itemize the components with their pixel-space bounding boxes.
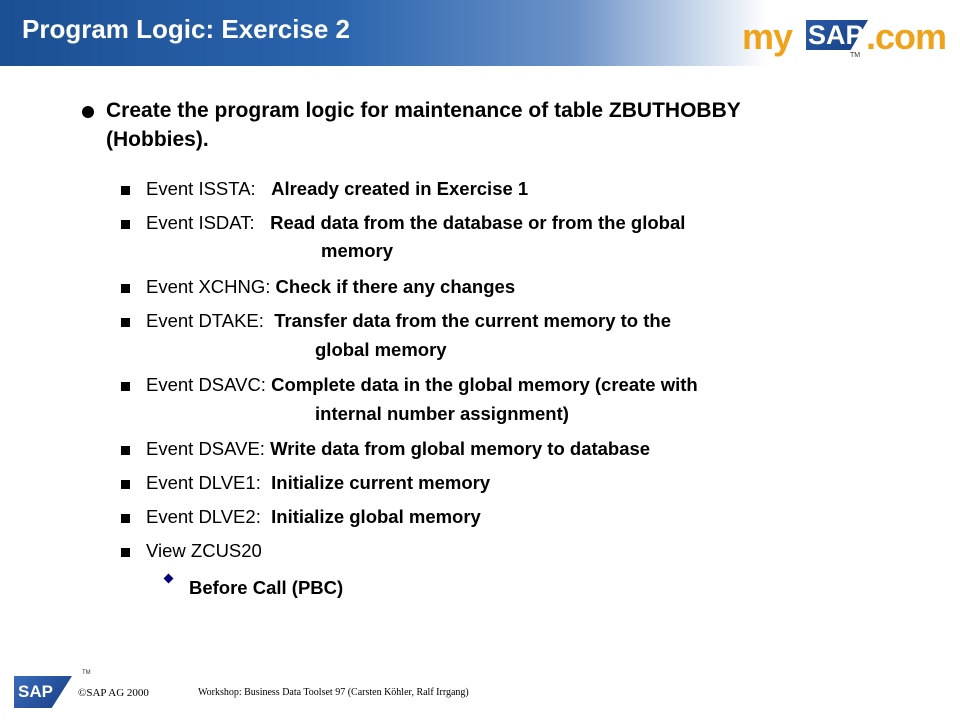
event-description: Check if there any changes [275,276,516,297]
footer-logo-text: SAP [18,682,53,701]
square-bullet-icon [121,186,130,195]
event-label: Event DTAKE: [146,310,264,331]
event-description-continued: global memory [315,339,447,360]
logo-com: .com [866,16,947,57]
main-bullet-text: Create the program logic for maintenance of table ZBUTHOBBY (Hobbies). [106,99,741,151]
logo-my: my [742,16,793,57]
list-item [146,210,685,236]
square-bullet-icon [121,220,130,229]
event-label: Event XCHNG: [146,276,271,297]
list-item [146,504,481,530]
event-label: Event ISSTA: [146,178,256,199]
event-label: Event DSAVE: [146,438,265,459]
list-item [146,274,515,300]
copyright-text: ©SAP AG 2000 [78,687,149,699]
event-label: Event DSAVC: [146,374,266,395]
list-item [146,470,490,496]
square-bullet-icon [121,548,130,557]
event-description-continued: memory [321,240,393,261]
event-label: Event DLVE1: [146,472,261,493]
event-description: Write data from global memory to database [270,438,651,459]
event-description: Already created in Exercise 1 [271,178,529,199]
footer-tm: TM [82,670,91,676]
list-item [146,176,528,202]
event-label: Event DLVE2: [146,506,261,527]
event-label: Event ISDAT: [146,212,255,233]
event-description: Read data from the database or from the global [270,212,686,233]
diamond-bullet-icon [164,574,174,584]
list-item [146,308,671,334]
event-description-continued: internal number assignment) [315,403,569,424]
square-bullet-icon [121,480,130,489]
sub-bullet-text: Before Call (PBC) [189,577,344,598]
main-bullet-icon [82,106,94,118]
event-description: Transfer data from the current memory to the [274,310,671,331]
list-item [146,538,262,564]
event-description: Complete data in the global memory (create with [271,374,698,395]
list-item [146,372,698,398]
square-bullet-icon [121,514,130,523]
square-bullet-icon [121,446,130,455]
slide-title: Program Logic: Exercise 2 [22,14,351,44]
square-bullet-icon [121,382,130,391]
logo-tm: TM [850,52,861,59]
square-bullet-icon [121,284,130,293]
workshop-text: Workshop: Business Data Toolset 97 (Carsten Köhler, Ralf Irrgang) [198,687,469,698]
event-description: Initialize global memory [271,506,481,527]
logo-sap: SAP [808,20,864,50]
square-bullet-icon [121,318,130,327]
mysap-logo [742,14,947,60]
event-description: Initialize current memory [271,472,491,493]
view-label: View ZCUS20 [146,540,262,561]
list-item [146,436,650,462]
